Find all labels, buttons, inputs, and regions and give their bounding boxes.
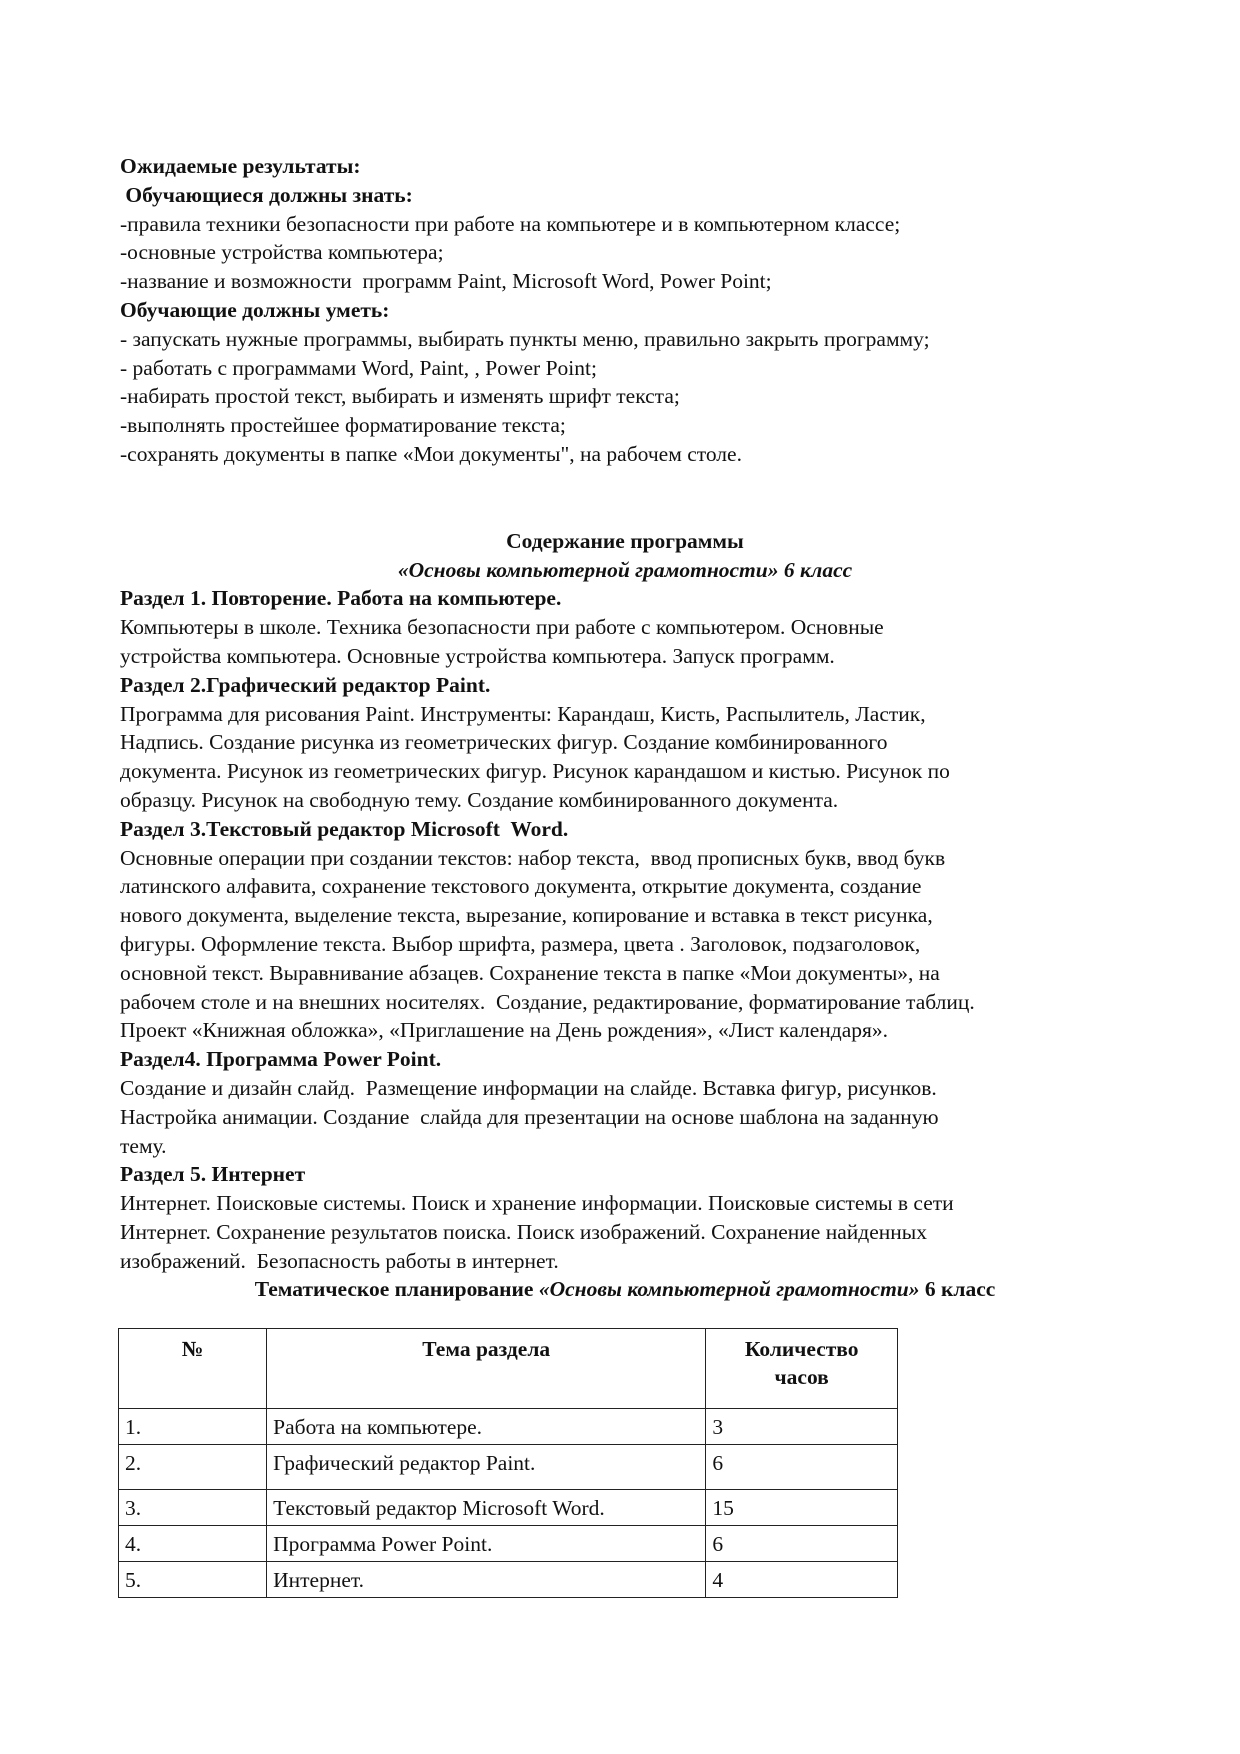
cell-num: 1. <box>119 1409 267 1445</box>
cell-hours: 6 <box>706 1445 898 1490</box>
header-num: № <box>119 1329 267 1409</box>
table-row <box>119 1445 898 1490</box>
section-text-line: нового документа, выделение текста, вырезание, копирование и вставка в текст рисунка, <box>120 903 933 928</box>
header-hours-line2: часов <box>774 1365 829 1389</box>
section-text-line: Программа для рисования Paint. Инструменты: Карандаш, Кисть, Распылитель, Ластик, <box>120 701 926 726</box>
section-text-line: тему. <box>120 1133 167 1158</box>
section-heading: Раздел4. Программа Power Point. <box>120 1047 442 1072</box>
cell-hours: 3 <box>706 1409 898 1445</box>
table-row <box>119 1409 898 1445</box>
cell-topic: Интернет. <box>267 1562 706 1598</box>
section-text-line: Основные операции при создании текстов: набор текста, ввод прописных букв, ввод букв <box>120 845 946 870</box>
section-5 <box>120 1160 1130 1275</box>
section-text-line: Надпись. Создание рисунка из геометрических фигур. Создание комбинированного <box>120 730 888 755</box>
spacer <box>120 469 1130 527</box>
plan-table <box>118 1328 898 1598</box>
table-row <box>119 1562 898 1598</box>
section-text-line: фигуры. Оформление текста. Выбор шрифта, размера, цвета . Заголовок, подзаголовок, <box>120 931 921 956</box>
know-heading: Обучающиеся должны знать: <box>120 182 413 207</box>
section-text-line: рабочем столе и на внешних носителях. Создание, редактирование, форматирование таблиц. <box>120 989 975 1014</box>
header-hours <box>706 1329 898 1409</box>
content-title-block <box>120 527 1130 585</box>
plan-title-italic: «Основы компьютерной грамотности» <box>538 1277 920 1302</box>
section-text-line: Интернет. Сохранение результатов поиска. Поиск изображений. Сохранение найденных <box>120 1219 927 1244</box>
cell-topic: Работа на компьютере. <box>267 1409 706 1445</box>
cell-hours: 6 <box>706 1526 898 1562</box>
section-heading: Раздел 2.Графический редактор Paint. <box>120 672 491 697</box>
section-heading: Раздел 3.Текстовый редактор Microsoft Word. <box>120 816 569 841</box>
section-text-line: устройства компьютера. Основные устройства компьютера. Запуск программ. <box>120 643 835 668</box>
section-text-line: образцу. Рисунок на свободную тему. Создание комбинированного документа. <box>120 787 839 812</box>
cell-num: 5. <box>119 1562 267 1598</box>
cell-hours: 15 <box>706 1490 898 1526</box>
cell-topic: Графический редактор Paint. <box>267 1445 706 1490</box>
section-text-line: Компьютеры в школе. Техника безопасности при работе с компьютером. Основные <box>120 615 884 640</box>
can-heading: Обучающие должны уметь: <box>120 297 390 322</box>
can-item: - работать с программами Word, Paint, , Power Point; <box>120 355 597 380</box>
plan-title-suffix: 6 класс <box>919 1277 996 1302</box>
results-heading: Ожидаемые результаты: <box>120 154 361 178</box>
plan-title-prefix: Тематическое планирование <box>254 1277 539 1302</box>
header-hours-line1: Количество <box>744 1337 859 1361</box>
table-row <box>119 1526 898 1562</box>
plan-title <box>120 1275 1130 1304</box>
content-subtitle: «Основы компьютерной грамотности» 6 класс <box>397 557 853 582</box>
cell-topic: Программа Power Point. <box>267 1526 706 1562</box>
section-1 <box>120 584 1130 670</box>
section-text-line: латинского алфавита, сохранение текстового документа, открытие документа, создание <box>120 874 922 899</box>
cell-hours: 4 <box>706 1562 898 1598</box>
section-text-line: Создание и дизайн слайд. Размещение информации на слайде. Вставка фигур, рисунков. <box>120 1075 937 1100</box>
table-header-row <box>119 1329 898 1409</box>
section-2 <box>120 671 1130 815</box>
section-text-line: Интернет. Поисковые системы. Поиск и хранение информации. Поисковые системы в сети <box>120 1191 954 1216</box>
know-item: -основные устройства компьютера; <box>120 240 444 265</box>
know-item: -правила техники безопасности при работе на компьютере и в компьютерном классе; <box>120 211 901 236</box>
cell-topic: Текстовый редактор Microsoft Word. <box>267 1490 706 1526</box>
content-title: Содержание программы <box>506 528 744 553</box>
cell-num: 4. <box>119 1526 267 1562</box>
section-text-line: Настройка анимации. Создание слайда для презентации на основе шаблона на заданную <box>120 1104 939 1129</box>
section-3 <box>120 815 1130 1045</box>
can-item: - запускать нужные программы, выбирать пункты меню, правильно закрыть программу; <box>120 326 930 351</box>
document-page <box>120 152 1130 1304</box>
can-item: -выполнять простейшее форматирование текста; <box>120 413 566 438</box>
section-heading: Раздел 5. Интернет <box>120 1162 306 1187</box>
table-row <box>119 1490 898 1526</box>
can-item: -сохранять документы в папке «Мои документы", на рабочем столе. <box>120 441 742 466</box>
section-text-line: основной текст. Выравнивание абзацев. Сохранение текста в папке «Мои документы», на <box>120 960 940 985</box>
section-4 <box>120 1045 1130 1160</box>
header-topic: Тема раздела <box>267 1329 706 1409</box>
can-item: -набирать простой текст, выбирать и изменять шрифт текста; <box>120 384 680 409</box>
results-block <box>120 152 1130 469</box>
cell-num: 2. <box>119 1445 267 1490</box>
cell-num: 3. <box>119 1490 267 1526</box>
section-text-line: Проект «Книжная обложка», «Приглашение на День рождения», «Лист календаря». <box>120 1018 889 1043</box>
section-text-line: документа. Рисунок из геометрических фигур. Рисунок карандашом и кистью. Рисунок по <box>120 759 950 784</box>
section-heading: Раздел 1. Повторение. Работа на компьютере. <box>120 586 562 611</box>
know-item: -название и возможности программ Paint, Microsoft Word, Power Point; <box>120 269 772 294</box>
section-text-line: изображений. Безопасность работы в интернет. <box>120 1248 559 1273</box>
